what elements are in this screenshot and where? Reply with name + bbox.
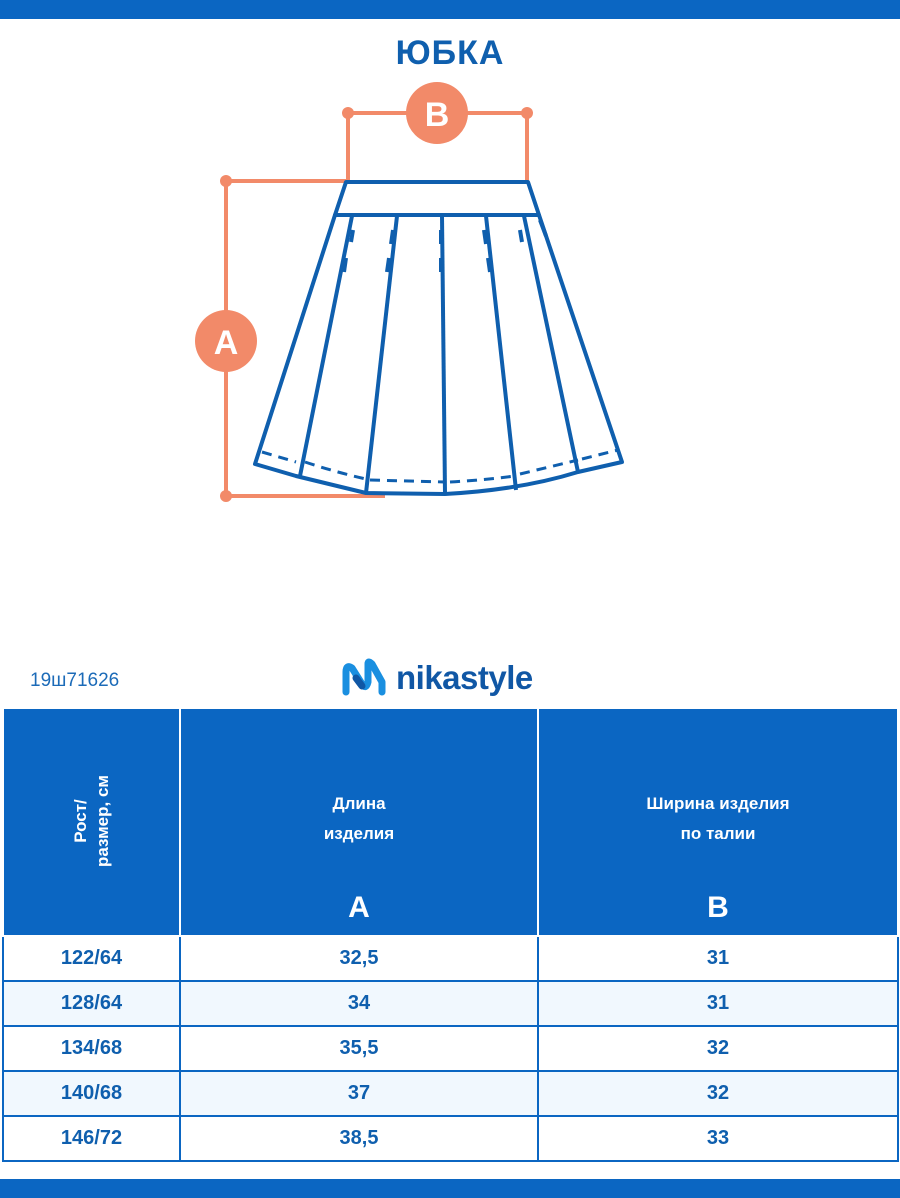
cell-length: 32,5 — [180, 936, 538, 981]
badge-a-label: A — [213, 324, 239, 362]
size-table — [2, 707, 899, 1162]
cell-width: 33 — [538, 1116, 898, 1161]
skirt-body — [255, 215, 622, 494]
header-width-letter: B — [707, 891, 729, 924]
table-row — [3, 1071, 898, 1116]
badge-b-label: B — [424, 96, 450, 134]
skirt-diagram — [0, 0, 900, 560]
cell-width: 32 — [538, 1026, 898, 1071]
nikastyle-logo-icon — [342, 658, 386, 698]
cell-length: 35,5 — [180, 1026, 538, 1071]
cell-width: 32 — [538, 1071, 898, 1116]
skirt-waistband — [335, 182, 539, 215]
cell-size: 146/72 — [3, 1116, 180, 1161]
header-length — [180, 708, 538, 936]
header-width-label: Ширина изделия по талии — [646, 794, 790, 843]
header-length-label: Длина изделия — [323, 794, 395, 843]
cell-width: 31 — [538, 981, 898, 1026]
table-row — [3, 1026, 898, 1071]
table-row — [3, 936, 898, 981]
cell-length: 34 — [180, 981, 538, 1026]
header-width — [538, 708, 898, 936]
skirt-outline — [255, 182, 622, 494]
cell-size: 134/68 — [3, 1026, 180, 1071]
article-number: 19ш71626 — [30, 670, 120, 691]
page-title: ЮБКА — [395, 34, 505, 72]
bottom-bar — [0, 1179, 900, 1198]
cell-size: 140/68 — [3, 1071, 180, 1116]
header-size — [3, 708, 180, 936]
table-header-row — [3, 708, 898, 936]
cell-length: 38,5 — [180, 1116, 538, 1161]
cell-width: 31 — [538, 936, 898, 981]
table-row — [3, 981, 898, 1026]
table-row — [3, 1116, 898, 1161]
header-length-letter: A — [348, 891, 370, 924]
brand-logo — [342, 656, 533, 700]
header-size-label: Рост/ размер, см — [71, 775, 112, 867]
brand-name: nikastyle — [396, 659, 533, 696]
cell-length: 37 — [180, 1071, 538, 1116]
cell-size: 122/64 — [3, 936, 180, 981]
cell-size: 128/64 — [3, 981, 180, 1026]
